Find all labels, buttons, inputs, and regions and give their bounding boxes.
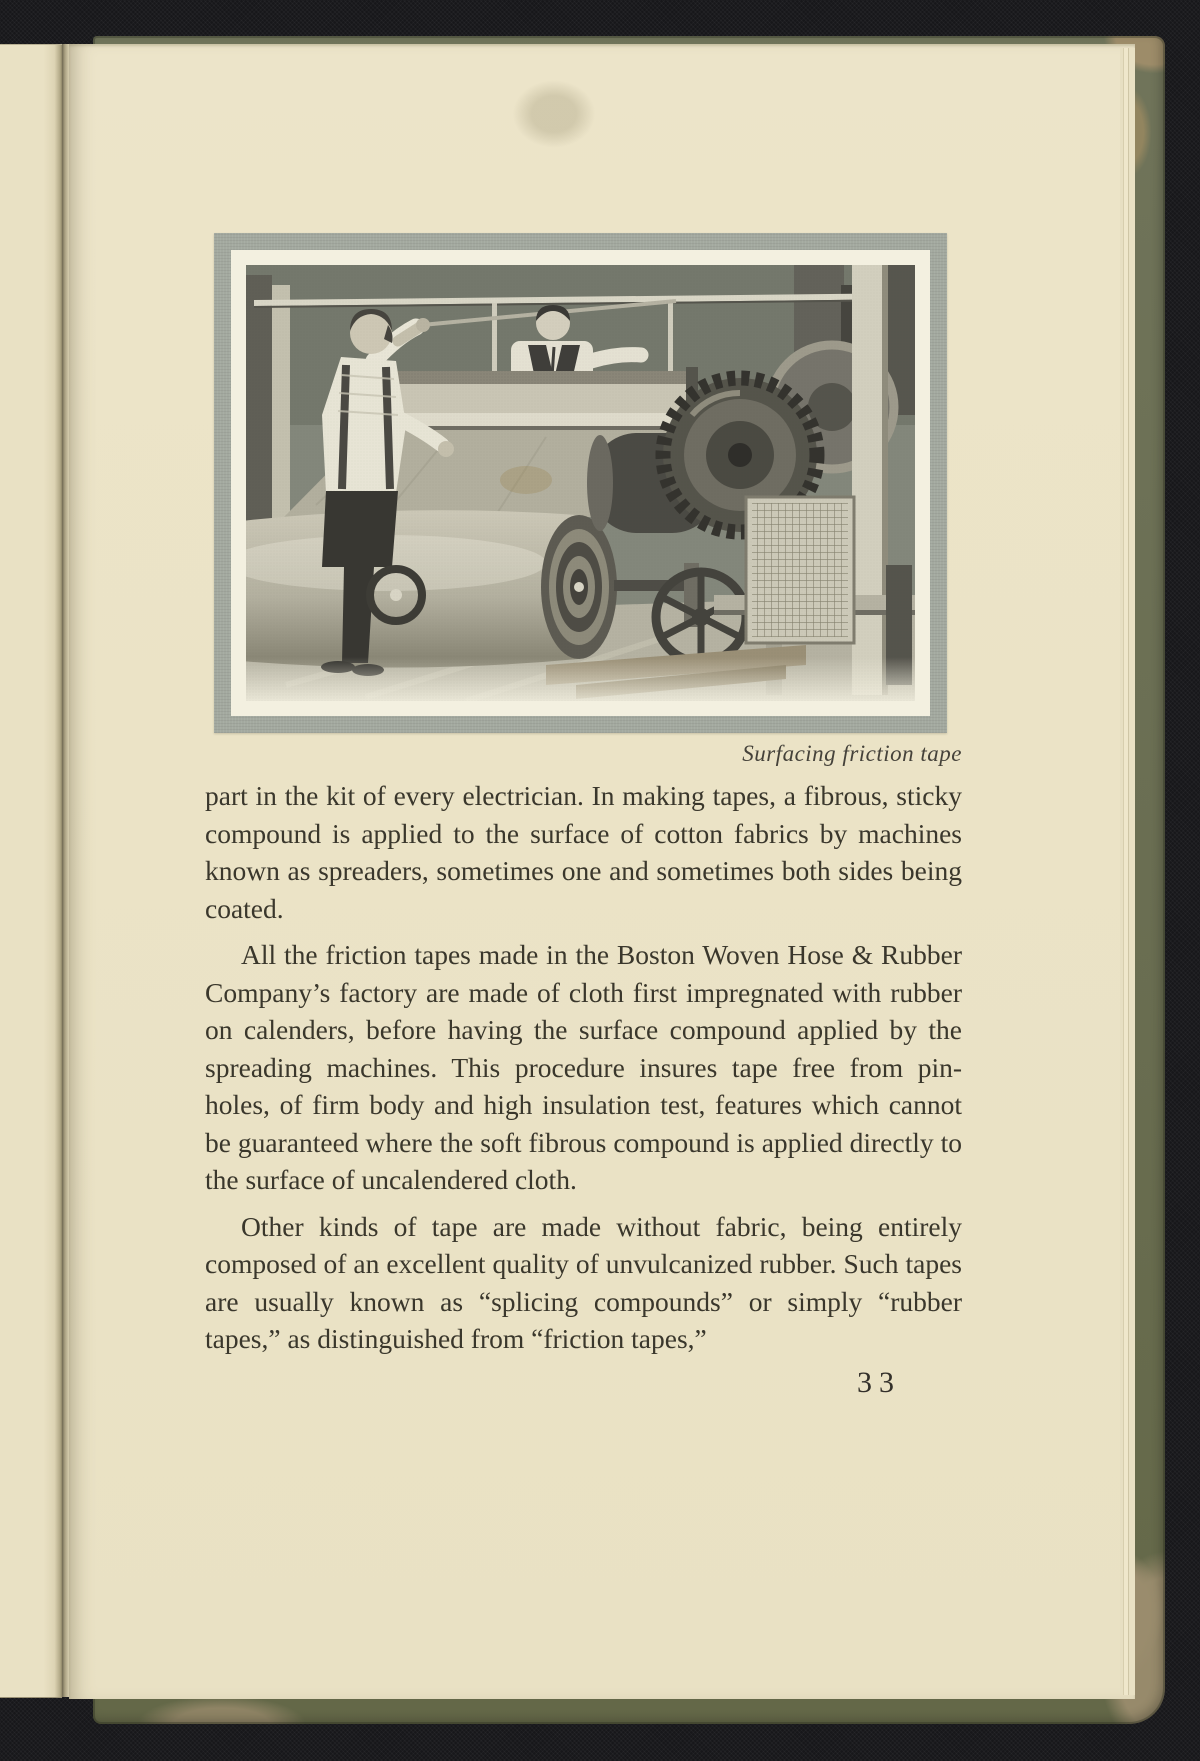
paper-stain (489, 59, 619, 169)
photo-caption: Surfacing friction tape (742, 741, 962, 766)
photo-frame (214, 233, 947, 733)
book-page (69, 44, 1135, 1699)
factory-photo-illustration (246, 265, 915, 701)
photo-margin (231, 250, 930, 716)
paragraph-2: All the friction tapes made in the Boston Woven Hose & Rubber Company’s factory are made of cloth first impregnated with rubber on calenders, before having the surface compound applied by the spreading machines. This procedure insures tape free from pin-holes, of firm body and high insulation test, features which cannot be guaranteed where the soft fibrous compound is applied directly to the surface of uncalendered cloth. (205, 939, 962, 1195)
body-text (205, 777, 962, 1358)
page-number: 33 (857, 1366, 901, 1399)
facing-page-edge (0, 44, 62, 1698)
paragraph-1: part in the kit of every electrician. In making tapes, a fibrous, sticky compound is applied to the surface of cotton fabrics by machines known as spreaders, sometimes one and sometimes both sides being coated. (205, 780, 962, 924)
book-gutter (62, 44, 69, 1697)
paragraph-3: Other kinds of tape are made without fabric, being entirely composed of an excellent quality of unvulcanized rubber. Such tapes are usually known as “splicing compounds” or simply “rubber tapes,” as distinguished from “friction tapes,” (205, 1210, 962, 1354)
